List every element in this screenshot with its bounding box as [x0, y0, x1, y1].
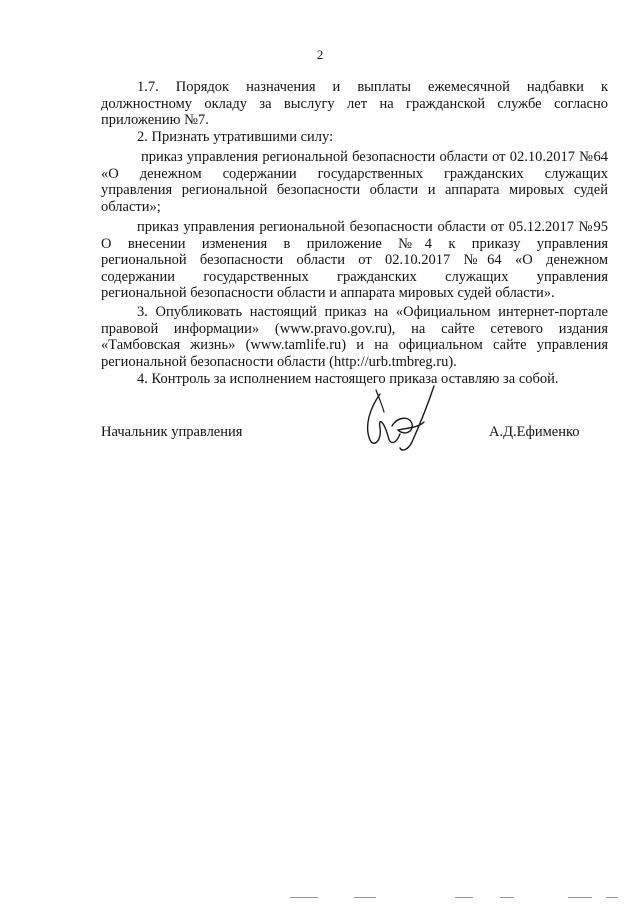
text-line: приложению №7.	[101, 112, 209, 128]
page-number: 2	[316, 47, 324, 62]
text-line: региональной безопасности области (http://urb.tmbreg.ru).	[101, 353, 457, 370]
item-3	[101, 304, 608, 370]
text-line: региональной безопасности области и аппарата мировых судей области».	[101, 285, 555, 301]
scan-speck	[455, 897, 473, 898]
text-line: области»;	[101, 198, 161, 215]
text-line: О внесении изменения в приложение №4 к приказу управления	[101, 235, 608, 252]
revoked-order-2	[101, 219, 608, 302]
scan-speck	[568, 897, 592, 898]
text-line: «Тамбовская жизнь» (www.tamlife.ru) и на официальном сайте управления	[101, 337, 608, 353]
text-line: управления региональной безопасности области и аппарата мировых судей	[101, 182, 608, 198]
scan-speck	[290, 897, 318, 898]
text-line: «О денежном содержании государственных гражданских служащих	[101, 165, 608, 182]
revoked-order-1	[101, 149, 608, 215]
handwritten-signature	[362, 382, 462, 454]
text-line: 3. Опубликовать настоящий приказ на «Официальном интернет-портале	[137, 304, 608, 320]
text-line: приказ управления региональной безопасности области от 02.10.2017 №64	[141, 149, 608, 165]
item-4	[101, 371, 608, 388]
text-line: правовой информации» (www.pravo.gov.ru), на сайте сетевого издания	[101, 320, 608, 337]
text-line: 4. Контроль за исполнением настоящего приказа оставляю за собой.	[137, 371, 559, 387]
scan-speck	[354, 897, 376, 898]
item-1-7	[101, 79, 608, 129]
signatory-name: А.Д.Ефименко	[489, 424, 580, 440]
text-line: 2. Признать утратившими силу:	[137, 129, 334, 145]
scan-speck	[500, 897, 514, 898]
scan-speck	[606, 897, 618, 898]
signatory-title: Начальник управления	[101, 424, 243, 440]
text-line: содержании государственных гражданских служащих управления	[101, 268, 608, 285]
text-line: 1.7. Порядок назначения и выплаты ежемесячной надбавки к	[137, 79, 608, 95]
text-line: региональной безопасности области от 02.10.2017 №64 «О денежном	[101, 252, 608, 268]
text-line: должностному окладу за выслугу лет на гражданской службе согласно	[101, 95, 608, 112]
text-line: приказ управления региональной безопасности области от 05.12.2017 №95	[137, 219, 608, 235]
item-2	[101, 129, 608, 146]
